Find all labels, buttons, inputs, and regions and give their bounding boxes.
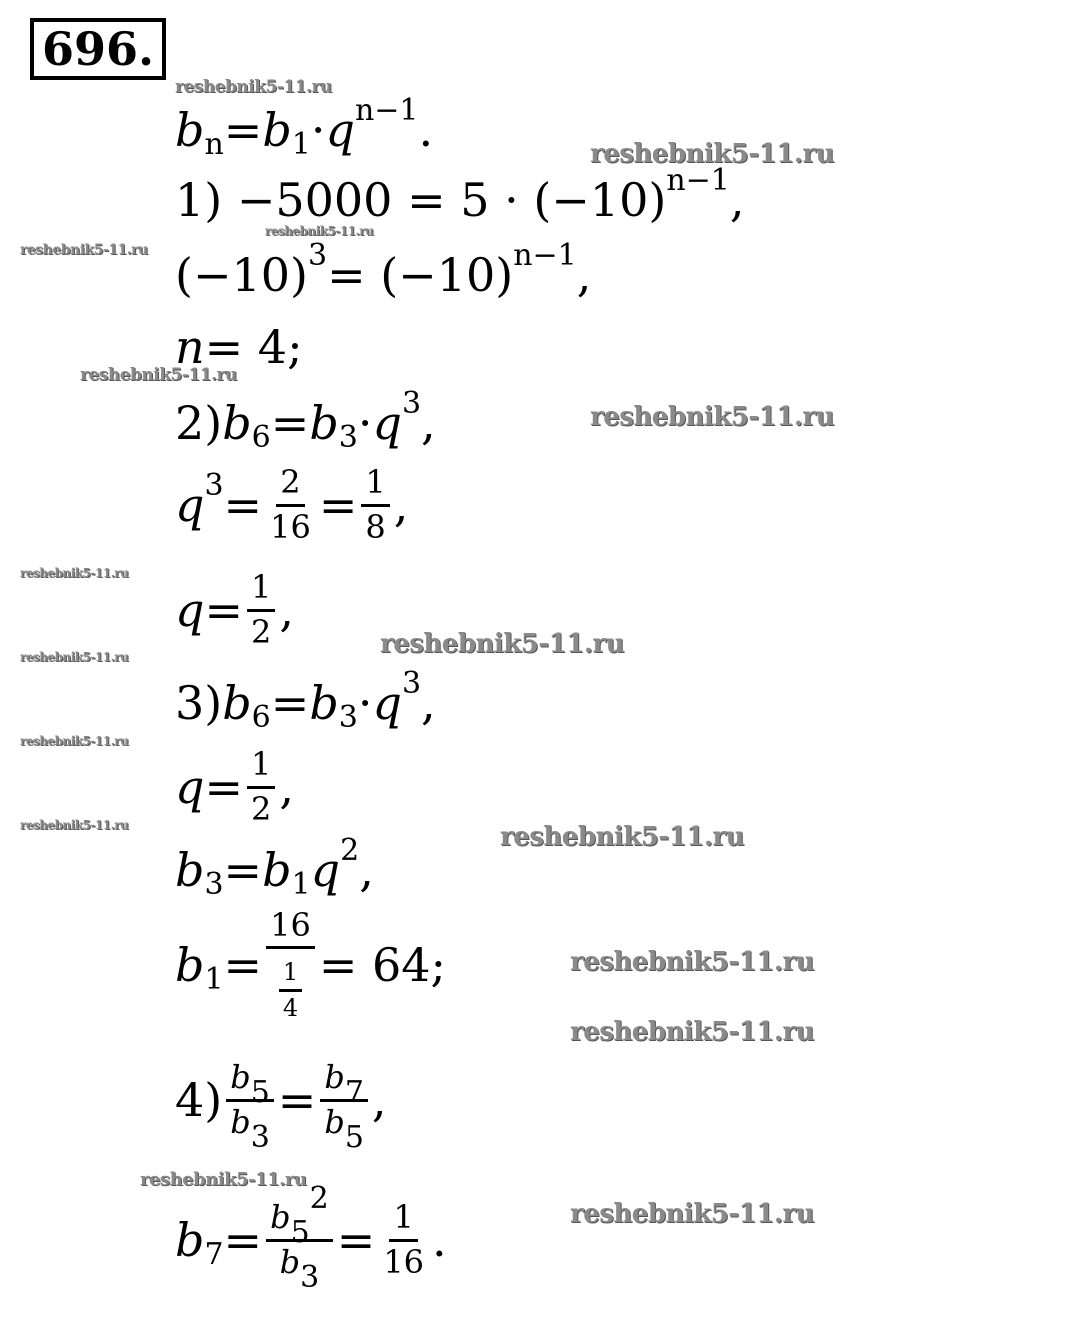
solution-line [175,744,294,828]
math-text: 1 [251,744,272,783]
math-text: (−10) [175,248,308,302]
watermark: reshebnik5-11.ru [265,224,374,238]
math-fraction [361,462,389,546]
math-text: , [421,396,436,450]
math-text: 3) [175,676,223,730]
math-variable: q [175,760,205,814]
math-variable: b [230,1102,251,1141]
math-variable: b [309,396,339,450]
solution-line [175,162,745,235]
math-variable: b [262,843,292,897]
solution-line [175,385,436,458]
math-subscript: 1 [291,866,311,902]
fraction-numerator [276,462,304,507]
watermark: reshebnik5-11.ru [570,1017,815,1047]
solution-line [175,665,436,738]
watermark: reshebnik5-11.ru [20,650,129,664]
fraction-numerator [226,1057,274,1110]
math-variable: q [310,843,341,897]
math-variable: b [175,938,205,992]
fraction-denominator [279,992,302,1021]
math-text: , [393,478,409,532]
math-text: = [223,938,263,992]
math-fraction [226,1057,274,1155]
math-text: . [432,1213,447,1267]
watermark: reshebnik5-11.ru [80,365,237,385]
math-text: = [270,676,310,730]
solution-line [175,1180,447,1295]
math-fraction [266,1180,333,1295]
math-subscript: n [204,126,224,162]
math-variable: n [175,320,205,374]
math-text: 1 [282,958,299,987]
math-superscript: 3 [204,467,224,503]
math-text: 1 [393,1197,414,1236]
math-text: · [357,676,373,730]
math-text: = 4; [204,320,303,374]
math-superscript: 2 [340,832,360,868]
math-fraction [379,1197,428,1281]
math-variable: q [325,103,355,157]
math-fraction [279,960,302,1021]
watermark: reshebnik5-11.ru [140,1169,307,1190]
fraction-numerator [247,744,275,789]
solution-line [175,237,592,310]
math-subscript: 3 [338,419,358,455]
math-text: = [204,760,243,814]
fraction-denominator [247,612,275,650]
math-text: . [418,103,434,157]
math-fraction [247,567,275,651]
solution-line [175,1057,387,1155]
math-superscript: n−1 [513,237,577,273]
watermark: reshebnik5-11.ru [570,947,815,977]
math-variable: q [372,396,402,450]
watermark: reshebnik5-11.ru [500,822,745,852]
math-text: · [357,396,373,450]
fraction-numerator [320,1057,368,1110]
math-fraction [266,905,315,1023]
math-superscript: 3 [401,665,422,701]
math-subscript: 6 [251,419,271,455]
solution-line [175,462,409,546]
math-text: , [421,676,436,730]
math-text: = 64; [318,938,447,992]
math-text: = [318,478,358,532]
math-text: , [279,760,294,814]
problem-number: 696. [30,18,166,80]
math-variable: b [222,676,252,730]
math-text: , [729,173,745,227]
watermark: reshebnik5-11.ru [20,566,129,580]
math-text: = [270,396,310,450]
fraction-numerator [247,567,275,612]
math-variable: q [372,676,402,730]
fraction-numerator [361,462,389,507]
math-subscript: 5 [250,1074,270,1110]
math-text: = [223,478,263,532]
watermark: reshebnik5-11.ru [20,818,129,832]
math-text: 16 [270,905,311,944]
watermark: reshebnik5-11.ru [20,242,148,258]
math-text: 1) −5000 = 5 · (−10) [175,173,667,227]
math-variable: b [279,1242,301,1281]
math-variable: b [309,676,339,730]
math-superscript: n−1 [666,162,730,198]
math-variable: b [175,103,205,157]
fraction-numerator [266,1180,333,1250]
math-variable: b [222,396,252,450]
math-text: = [336,1213,376,1267]
math-text: 16 [270,507,311,546]
math-text: , [359,843,374,897]
math-text: = [223,103,263,157]
math-text: 4 [282,994,299,1023]
watermark: reshebnik5-11.ru [570,1199,815,1229]
math-superscript: 2 [309,1180,329,1216]
math-text: 2) [175,396,223,450]
math-subscript: 5 [344,1119,364,1155]
fraction-denominator [266,507,315,545]
math-variable: b [175,1213,205,1267]
math-variable: b [262,103,292,157]
math-variable: b [270,1197,291,1236]
math-fraction [266,462,315,546]
math-subscript: 3 [338,699,358,735]
watermark: reshebnik5-11.ru [590,402,835,432]
math-text: = (−10) [327,248,514,302]
math-subscript: 1 [291,126,311,162]
math-variable: q [175,478,205,532]
math-fraction [247,744,275,828]
math-text: , [371,1073,387,1127]
math-variable: b [175,843,205,897]
fraction-denominator [361,507,389,545]
math-text: 4) [175,1073,223,1127]
watermark: reshebnik5-11.ru [20,734,129,748]
watermark: reshebnik5-11.ru [590,139,835,169]
fraction-denominator [271,949,310,1021]
fraction-numerator [266,905,315,950]
solution-line [175,832,374,905]
math-superscript: 3 [307,237,328,273]
math-subscript: 3 [300,1259,320,1295]
math-text: = [223,843,263,897]
math-variable: b [230,1057,251,1096]
math-subscript: 7 [344,1074,364,1110]
math-variable: b [324,1102,345,1141]
fraction-numerator [279,960,302,992]
math-text: = [223,1213,263,1267]
math-variable: b [324,1057,345,1096]
math-subscript: 3 [204,866,224,902]
fraction-numerator [389,1197,417,1242]
watermark: reshebnik5-11.ru [380,629,625,659]
math-superscript: 3 [401,385,422,421]
math-text: , [279,583,294,637]
math-text: 1 [365,462,386,501]
math-variable: q [175,583,205,637]
math-superscript: n−1 [354,92,419,128]
math-text: · [310,103,326,157]
solution-line [175,567,294,651]
math-subscript: 5 [290,1214,310,1250]
math-text: 2 [280,462,301,501]
math-text: 2 [251,612,272,651]
math-text: 2 [251,789,272,828]
math-text: 1 [251,567,272,606]
math-subscript: 1 [204,961,224,997]
solution-line [175,905,447,1023]
math-subscript: 6 [251,699,271,735]
math-subscript: 7 [204,1236,224,1272]
math-text: , [576,248,592,302]
math-subscript: 3 [250,1119,270,1155]
math-text: 16 [383,1242,425,1281]
math-text: = [277,1073,317,1127]
math-fraction [320,1057,368,1155]
solution-line [175,92,434,165]
math-text: 8 [365,507,386,546]
fraction-denominator [379,1242,428,1280]
watermark: reshebnik5-11.ru [175,77,332,97]
math-text: = [204,583,243,637]
fraction-denominator [247,789,275,827]
